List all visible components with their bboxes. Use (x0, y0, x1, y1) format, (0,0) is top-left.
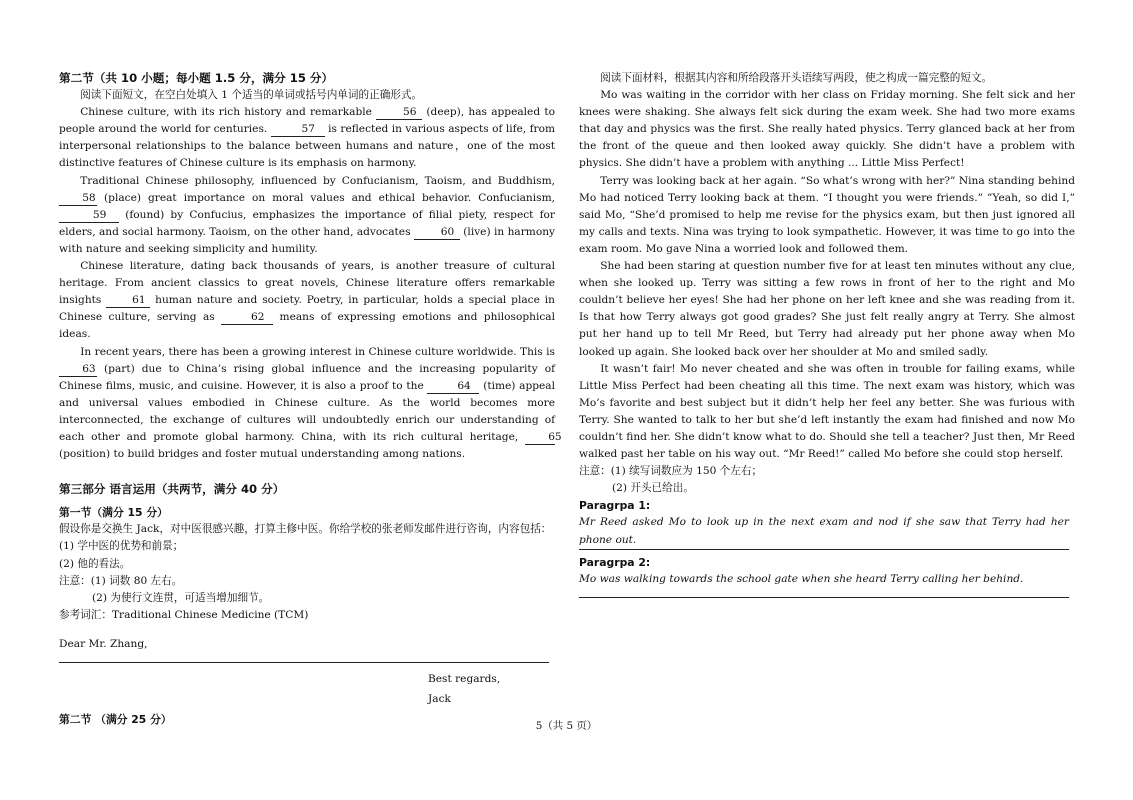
continuation-note-2: (2) 开头已给出。 (612, 482, 694, 495)
story-paragraph-2: Terry was looking back at her again. “So what’s wrong with her?” Nina standing behind Mo had noticed Terry looking back at them. “I thought you were friends.” ”Yeah, so did I,” said Mo, “She’d promised to help me revise for the physics exam, but then just ignored all my calls and texts. Nina was trying to look sympathetic. However, it was time to go into the exam room. Mo gave Nina a worried look and followed them. (579, 174, 1075, 255)
left-column (59, 70, 562, 728)
section-2b-heading: 第二节 （满分 25 分） (59, 713, 172, 727)
section-2-instruction: 阅读下面短文，在空白处填入 1 个适当的单词或括号内单词的正确形式。 (80, 89, 423, 102)
right-column (579, 70, 1075, 598)
part-3-heading: 第三部分 语言运用（共两节，满分 40 分） (59, 482, 285, 497)
letter-closing: Best regards, (428, 673, 501, 685)
page-number: 5（共 5 页） (535, 720, 598, 732)
blank-57: 57 (271, 123, 325, 137)
writing-item-2: (2) 他的看法。 (59, 557, 131, 570)
blank-61: 61 (106, 294, 150, 308)
blank-64: 64 (427, 380, 479, 394)
letter-greeting: Dear Mr. Zhang, (59, 637, 148, 650)
paragraph-2-label: Paragrpa 2: (579, 555, 651, 569)
blank-65: 65 (525, 431, 555, 445)
story-paragraph-1: Mo was waiting in the corridor with her class on Friday morning. She felt sick and her knees were shaking. She always felt sick during the exam week. She had two more exams that day and physics was the first. She really hated physics. Terry glanced back at her from the front of the queue and then looked away quickly. She didn’t have a problem with physics. She didn’t have a problem with anything ... Little Miss Perfect! (579, 89, 1075, 170)
blank-63: 63 (59, 363, 97, 377)
blank-59: 59 (59, 209, 119, 223)
story-paragraph-4: It wasn’t fair! Mo never cheated and she was often in trouble for failing exams, while Little Miss Perfect had been cheating all this time. The next exam was history, which was Mo’s favorite and best subject but it didn’t help her feel any better. She was furious with Terry. She wanted to talk to her but she’d left instantly the exam had finished and now Mo couldn’t find her. She didn’t know what to do. Should she tell a teacher? Just then, Mr Reed walked past her table on his way out. “Mr Reed!” called Mo before she could stop herself. (579, 362, 1075, 461)
writing-prompt: 假设你是交换生 Jack，对中医很感兴趣，打算主修中医。你给学校的张老师发邮件进行咨询，内容包括： (59, 523, 552, 536)
answer-line-2 (579, 596, 1069, 598)
letter-signature: Jack (428, 693, 451, 706)
section-2-heading: 第二节（共 10 小题；每小题 1.5 分，满分 15 分） (59, 71, 334, 85)
continuation-note-1: 注意：(1) 续写词数应为 150 个左右； (579, 465, 763, 478)
cloze-paragraph-3: Chinese literature, dating back thousands of years, is another treasure of cultural heritage. From ancient classics to great novels, Chinese literature offers remarkable insights 61 human nature and society. Poetry, in particular, holds a special place in Chinese culture, serving as 62 means of expressing emotions and philosophical ideas. (59, 260, 556, 341)
writing-note-2: (2) 为使行文连贯，可适当增加细节。 (92, 591, 270, 604)
section-1-heading: 第一节（满分 15 分） (59, 506, 168, 520)
story-paragraph-3: She had been staring at question number five for at least ten minutes without any clue, when she looked up. Terry was sitting a few rows in front of her to the right and Mo couldn’t believe her eyes! She had her phone on her left knee and she was reading from it. Is that how Terry always got good grades? She just felt really angry at Terry. She almost put her hand up to tell Mr Reed, but Terry had already put her phone away when Mo looked up again. She looked back over her shoulder at Mo and smiled sadly. (579, 260, 1075, 358)
paragraph-1-label: Paragrpa 1: (579, 499, 651, 513)
cloze-paragraph-2: Traditional Chinese philosophy, influenced by Confucianism, Taoism, and Buddhism, 58 (place) great importance on moral values and ethical behavior. Confucianism, 59 (found) by Confucius, emphasizes the importance of filial piety, respect for elders, and social harmony. Taoism, on the other hand, advocates 60 (live) in harmony with nature and seeking simplicity and humility. (59, 174, 556, 255)
blank-56: 56 (376, 106, 422, 120)
blank-58: 58 (59, 192, 97, 206)
blank-62: 62 (221, 311, 273, 325)
paragraph-1-start: Mr Reed asked Mo to look up in the next exam and nod if she saw that Terry had her phone out. (579, 514, 1069, 549)
writing-note-1: 注意：(1) 词数 80 左右。 (59, 574, 183, 587)
writing-item-1: (1) 学中医的优势和前景； (59, 540, 184, 553)
writing-vocab: 参考词汇：Traditional Chinese Medicine (TCM) (59, 608, 309, 621)
paragraph-2-start: Mo was walking towards the school gate when she heard Terry calling her behind. (579, 572, 1024, 585)
cloze-paragraph-4: In recent years, there has been a growing interest in Chinese culture worldwide. This is 63 (part) due to China’s rising global influence and the increasing popularity of Chinese films, music, and cuisine. However, it is also a proof to the 64 (time) appeal and universal values embodied in Chinese culture. As the world becomes more interconnected, the exchange of cultures will undoubtedly enrich our understanding of each other and promote global harmony. China, with its rich cultural heritage, 65 (position) to build bridges and foster mutual understanding among nations. (59, 345, 562, 461)
blank-60: 60 (414, 226, 460, 240)
continuation-instruction: 阅读下面材料，根据其内容和所给段落开头语续写两段，使之构成一篇完整的短文。 (600, 72, 993, 84)
cloze-paragraph-1: Chinese culture, with its rich history and remarkable 56 (deep), has appealed to people around the world for centuries. 57 is reflected in various aspects of life, from interpersonal relationships to the balance between humans and nature，one of the most distinctive features of Chinese culture is its emphasis on harmony. (59, 106, 556, 170)
